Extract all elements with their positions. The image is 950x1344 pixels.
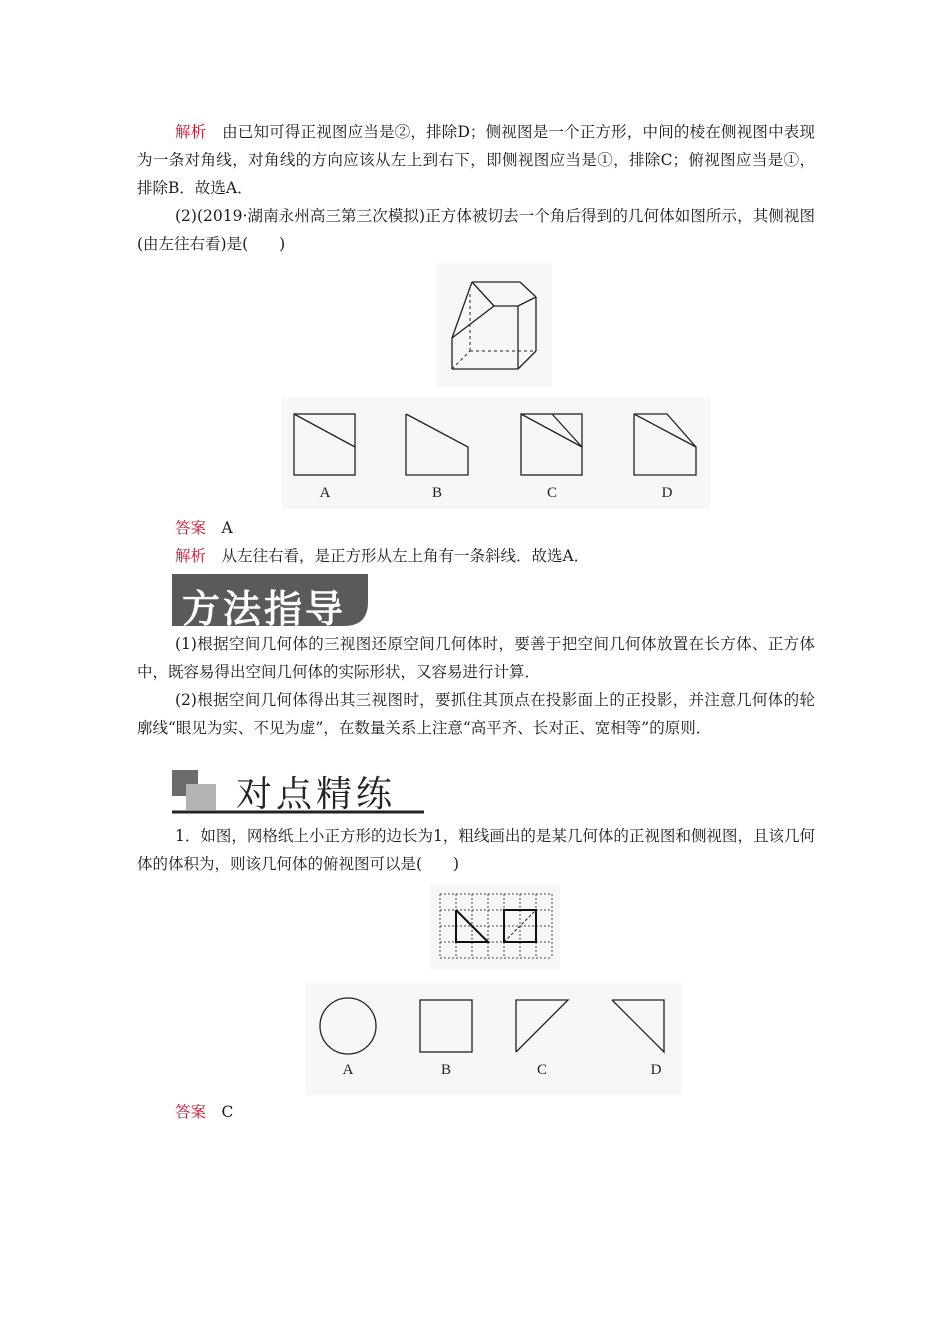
- practice-title: 对点精练: [236, 774, 397, 815]
- practice-question-1: 1．如图，网格纸上小正方形的边长为1，粗线画出的是某几何体的正视图和侧视图，且该几何体的体积为，则该几何体的俯视图可以是( ): [137, 827, 815, 873]
- answer-value: C: [221, 1103, 234, 1121]
- options-figure-practice: [306, 983, 682, 1095]
- analysis-label: 解析: [175, 123, 207, 141]
- answer-label: 答案: [175, 519, 207, 537]
- answer-2: [137, 514, 815, 542]
- option-b-label: B: [431, 485, 443, 501]
- analysis-label: 解析: [175, 547, 207, 565]
- method-title: 方法指导: [182, 587, 347, 631]
- grid-figure: [430, 884, 560, 970]
- practice-option-b-label: B: [440, 1062, 452, 1078]
- method-paragraph-2: (2)根据空间几何体得出其三视图时，要抓住其顶点在投影面上的正投影，并注意几何体的轮廓线“眼见为实、不见为虚”，在数量关系上注意“高平齐、长对正、宽相等”的原则．: [137, 691, 815, 737]
- practice-answer: [137, 1098, 815, 1126]
- practice-option-c-label: C: [536, 1062, 548, 1078]
- practice-option-d-label: D: [650, 1062, 662, 1078]
- analysis-paragraph-1: [137, 118, 815, 202]
- option-c-label: C: [546, 485, 558, 501]
- cut-cube-figure: [436, 263, 552, 387]
- option-a-label: A: [319, 485, 331, 501]
- analysis-text: 从左往右看，是正方形从左上角有一条斜线．故选A．: [221, 547, 590, 565]
- options-figure-2: [282, 397, 710, 509]
- analysis-paragraph-2: [137, 542, 815, 570]
- answer-value: A: [221, 519, 233, 537]
- analysis-text: 由已知可得正视图应当是②，排除D；侧视图是一个正方形，中间的棱在侧视图中表现为一条对角线，对角线的方向应该从左上到右下，即侧视图应当是①，排除C；俯视图应当是①，排除B．故选A．: [137, 123, 815, 197]
- method-paragraph-1: (1)根据空间几何体的三视图还原空间几何体时，要善于把空间几何体放置在长方体、正方体中，既容易得出空间几何体的实际形状，又容易进行计算．: [137, 635, 815, 681]
- question-2: (2)(2019·湖南永州高三第三次模拟)正方体被切去一个角后得到的几何体如图所示，其侧视图(由左往右看)是( ): [137, 207, 815, 253]
- answer-label: 答案: [175, 1103, 207, 1121]
- practice-option-a-label: A: [342, 1062, 354, 1078]
- option-d-label: D: [661, 485, 673, 501]
